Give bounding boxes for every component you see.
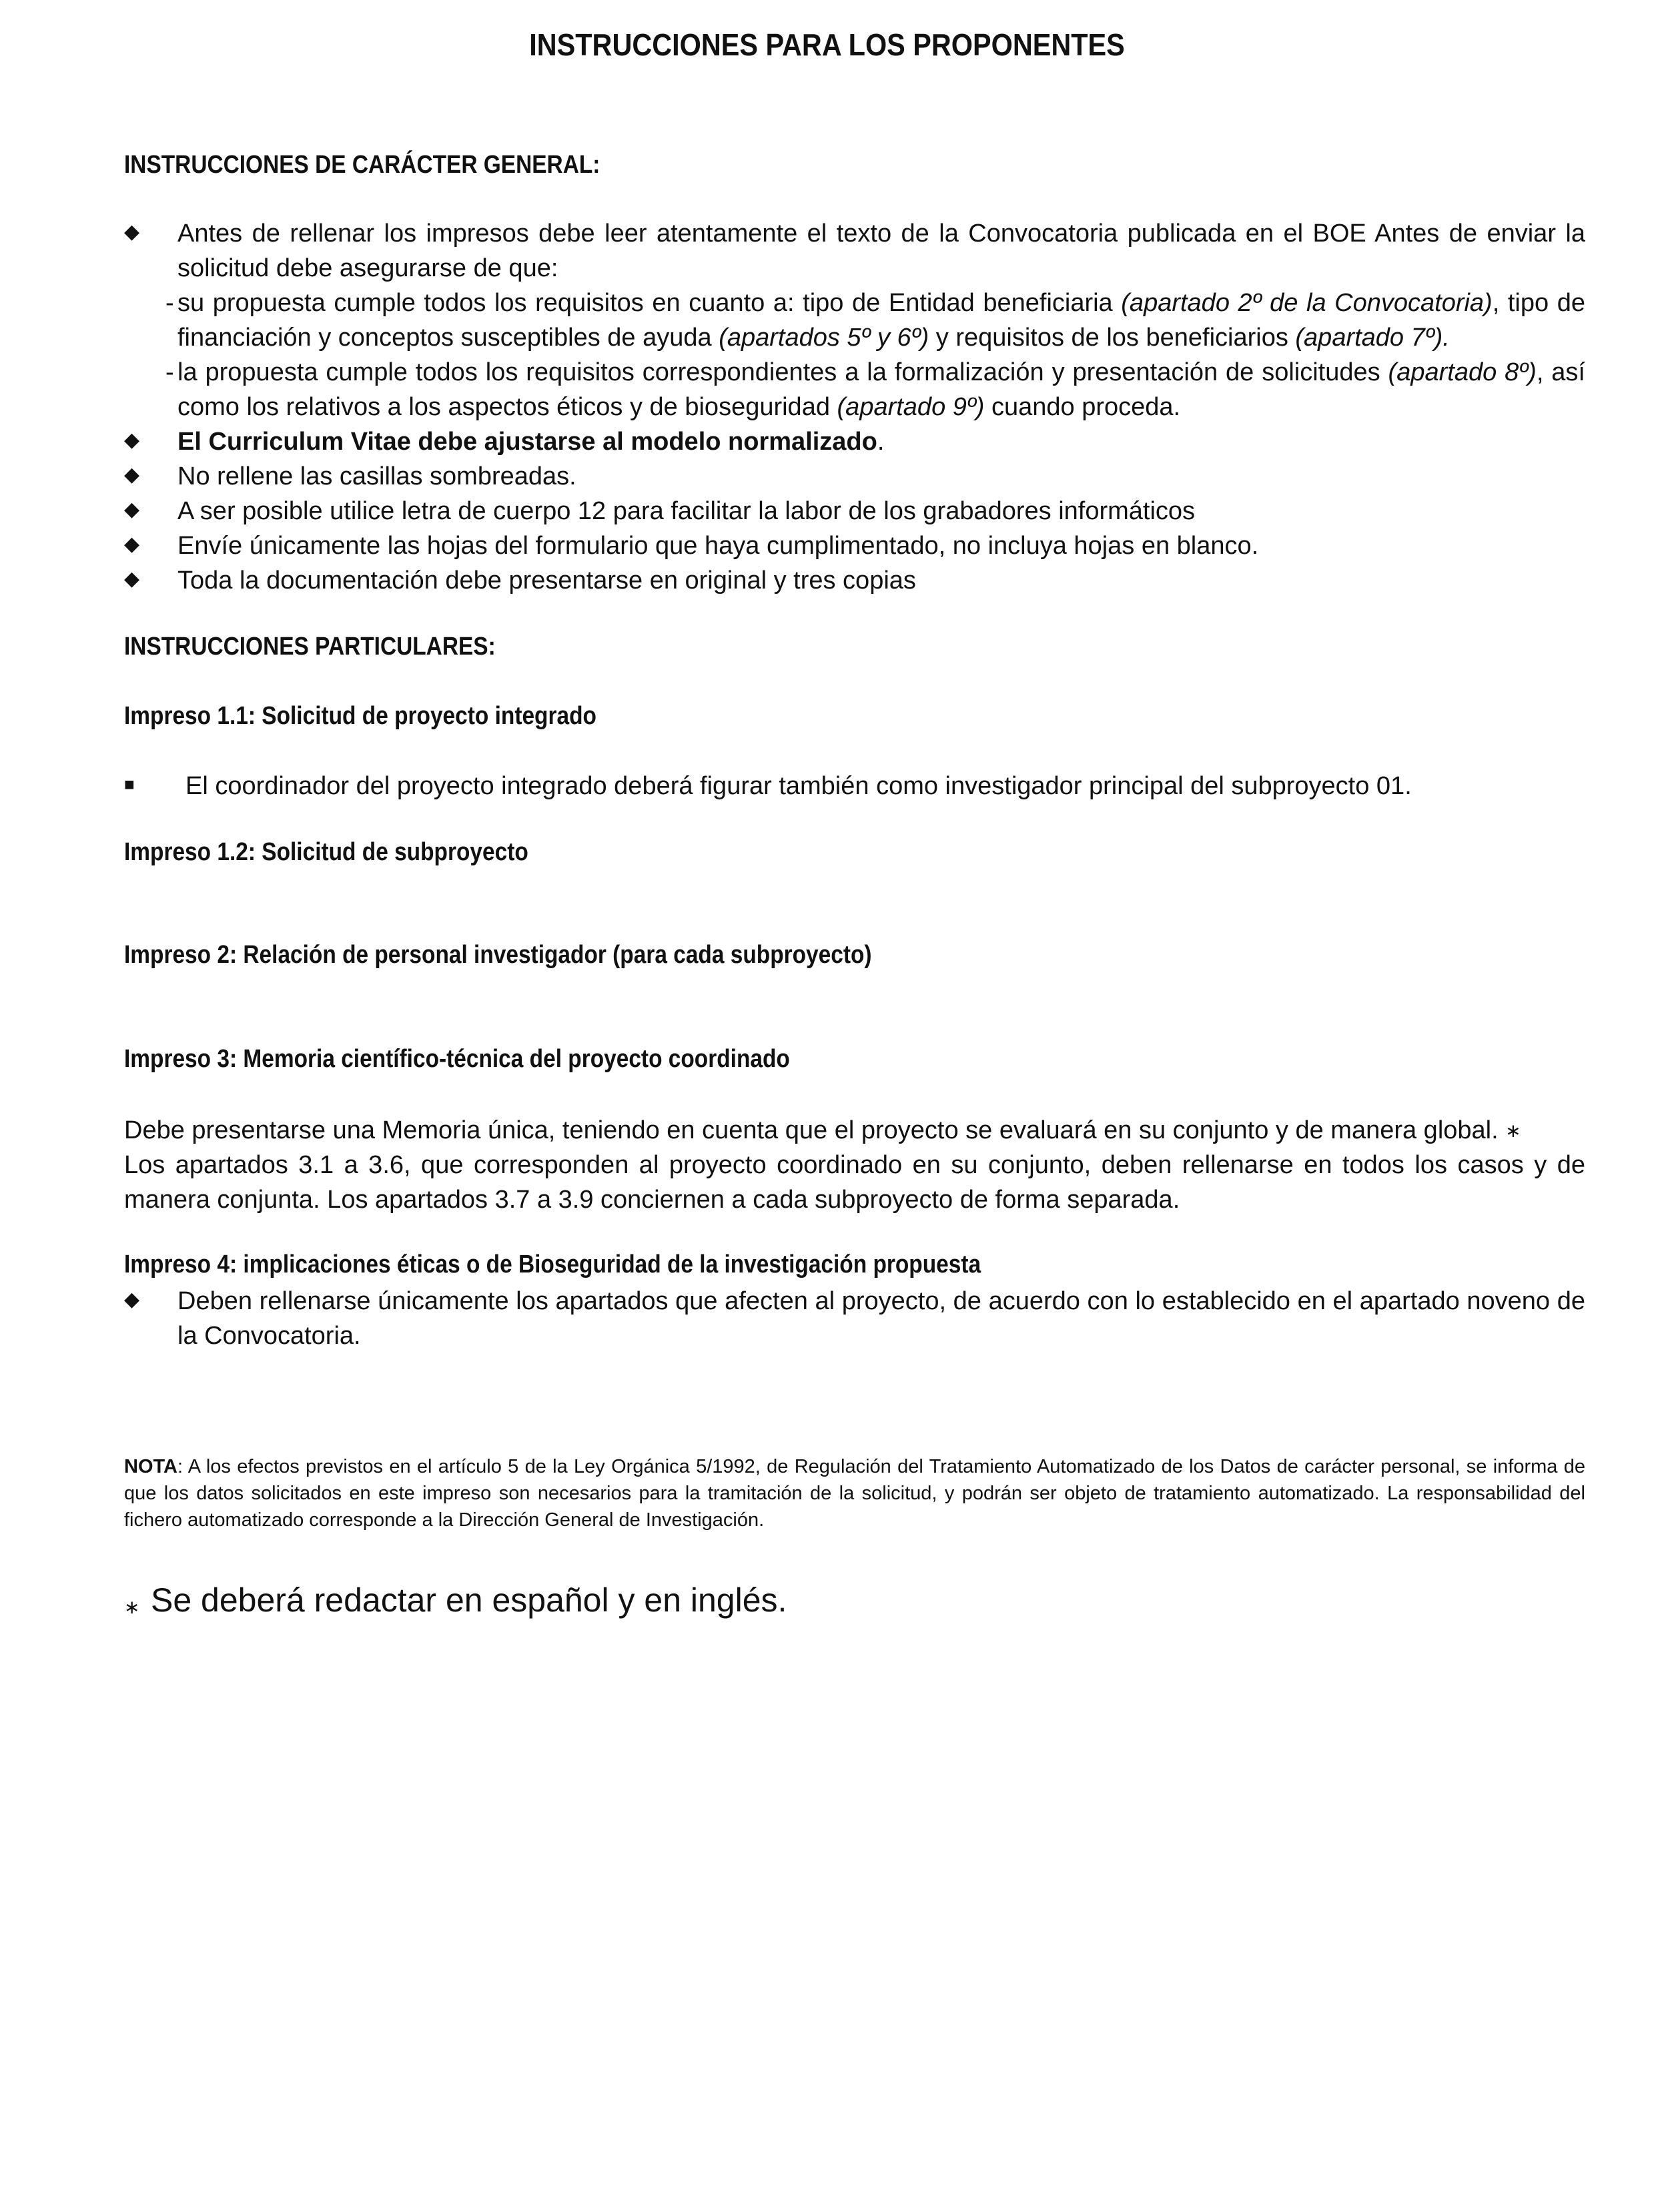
- legal-note: [124, 1453, 1585, 1533]
- page-title: INSTRUCCIONES PARA LOS PROPONENTES: [529, 27, 1125, 62]
- requirement-item-2: [177, 355, 1585, 424]
- requirement-2-ref-a: (apartado 8º): [1388, 358, 1537, 386]
- cv-instruction-bold: El Curriculum Vitae debe ajustarse al modelo normalizado: [177, 428, 877, 456]
- general-bullet-6: Toda la documentación debe presentarse en original y tres copias: [177, 567, 916, 595]
- impreso-1-2-heading: Impreso 1.2: Solicitud de subproyecto: [124, 838, 528, 866]
- impreso-4-heading: Impreso 4: implicaciones éticas o de Bioseguridad de la investigación propuesta: [124, 1250, 981, 1278]
- requirement-2-text-c: cuando proceda.: [984, 393, 1181, 421]
- impreso-2-heading: Impreso 2: Relación de personal investigador (para cada subproyecto): [124, 941, 872, 969]
- diamond-bullet-icon: ◆: [124, 221, 140, 243]
- diamond-bullet-icon: ◆: [124, 568, 140, 590]
- cv-instruction-end: .: [877, 428, 885, 456]
- requirement-item-1: [177, 286, 1585, 355]
- note-label: NOTA: [124, 1456, 178, 1477]
- impreso-1-1-item: El coordinador del proyecto integrado deberá figurar también como investigador principal del subproyecto 01.: [185, 772, 1412, 800]
- particular-instructions-heading: INSTRUCCIONES PARTICULARES:: [124, 633, 496, 661]
- impreso-4-item: Deben rellenarse únicamente los apartados que afecten al proyecto, de acuerdo con lo establecido en el apartado noveno de la Convocatoria.: [177, 1287, 1585, 1350]
- diamond-bullet-icon: ◆: [124, 498, 140, 520]
- general-bullet-5: Envíe únicamente las hojas del formulario que haya cumplimentado, no incluya hojas en blanco.: [177, 532, 1259, 560]
- requirement-2-text-b: , así como los relativos a los aspectos éticos y de bioseguridad: [177, 358, 1585, 421]
- requirement-1-ref-b: (apartados 5º y 6º): [719, 324, 929, 352]
- impreso-3-heading: Impreso 3: Memoria científico-técnica del proyecto coordinado: [124, 1045, 790, 1073]
- diamond-bullet-icon: ◆: [124, 1288, 140, 1311]
- square-bullet-icon: ■: [124, 774, 135, 794]
- impreso-3-paragraph-1: [124, 1113, 1585, 1148]
- memoria-text: Debe presentarse una Memoria única, teniendo en cuenta que el proyecto se evaluará en su conjunto y de manera global.: [124, 1116, 1499, 1144]
- requirement-1-text-c: y requisitos de los beneficiarios: [929, 324, 1296, 352]
- impreso-3-paragraph-2: Los apartados 3.1 a 3.6, que corresponden al proyecto coordinado en su conjunto, deben rellenarse en todos los casos y de manera conjunta. Los apartados 3.7 a 3.9 conciernen a cada subproyecto de forma separada.: [124, 1151, 1585, 1214]
- general-bullet-1: Antes de rellenar los impresos debe leer atentamente el texto de la Convocatoria publicada en el BOE Antes de enviar la solicitud debe asegurarse de que:: [177, 220, 1585, 282]
- requirement-2-ref-b: (apartado 9º): [837, 393, 985, 421]
- impreso-1-1-heading: Impreso 1.1: Solicitud de proyecto integrado: [124, 702, 596, 730]
- diamond-bullet-icon: ◆: [124, 533, 140, 555]
- general-bullet-3: No rellene las casillas sombreadas.: [177, 462, 576, 490]
- asterisk-icon: ∗: [1505, 1120, 1521, 1141]
- general-bullet-4: A ser posible utilice letra de cuerpo 12 para facilitar la labor de los grabadores informáticos: [177, 497, 1196, 525]
- note-text: : A los efectos previstos en el artículo 5 de la Ley Orgánica 5/1992, de Regulación del Tratamiento Automatizado de los Datos de carácter personal, se informa de que los datos solicitados en este impreso son necesarios para la tramitación de la solicitud, y podrán ser objeto de tratamiento automatizado. La responsabilidad del fichero automatizado corresponde a la Dirección General de Investigación.: [124, 1456, 1585, 1531]
- dash-marker: -: [165, 289, 174, 317]
- requirement-1-text-a: su propuesta cumple todos los requisitos en cuanto a: tipo de Entidad beneficiaria: [177, 289, 1122, 317]
- general-bullet-2: [177, 424, 1585, 459]
- requirement-2-text-a: la propuesta cumple todos los requisitos correspondientes a la formalización y presentación de solicitudes: [177, 358, 1388, 386]
- footnote-text: Se deberá redactar en español y en inglés.: [151, 1581, 787, 1619]
- general-instructions-heading: INSTRUCCIONES DE CARÁCTER GENERAL:: [124, 151, 600, 179]
- requirement-1-ref-a: (apartado 2º de la Convocatoria): [1121, 289, 1493, 317]
- diamond-bullet-icon: ◆: [124, 464, 140, 486]
- diamond-bullet-icon: ◆: [124, 429, 140, 451]
- requirement-1-ref-c: (apartado 7º).: [1295, 324, 1450, 352]
- dash-marker: -: [165, 358, 174, 386]
- requirement-1-text-b: , tipo de financiación y conceptos susceptibles de ayuda: [177, 289, 1585, 352]
- asterisk-icon: ∗: [124, 1597, 140, 1617]
